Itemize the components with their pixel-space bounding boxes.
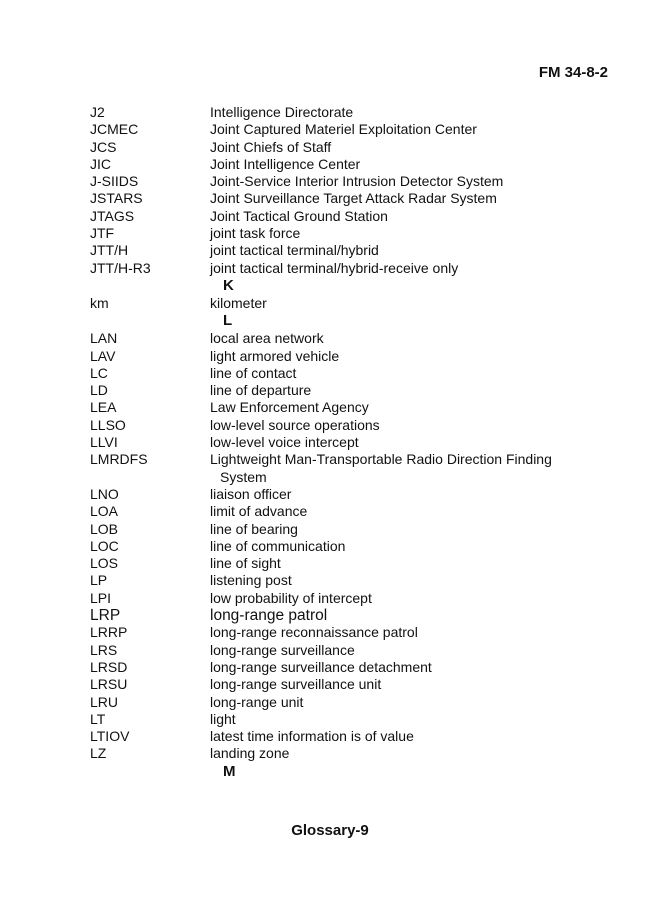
entry-abbreviation: LP	[90, 572, 108, 589]
entry-abbreviation: LLSO	[90, 416, 126, 433]
glossary-entry	[90, 451, 610, 486]
entry-abbreviation: LD	[90, 382, 108, 399]
entry-definition: long-range unit	[210, 693, 304, 710]
entry-abbreviation: LTIOV	[90, 728, 130, 745]
entry-abbreviation: J2	[90, 104, 105, 120]
entry-definition: low-level voice intercept	[210, 434, 359, 451]
glossary-entry	[90, 659, 610, 676]
section-letter-m: M	[223, 762, 236, 780]
glossary-entry	[90, 590, 610, 607]
entry-definition: light armored vehicle	[210, 347, 340, 364]
glossary-entry	[90, 711, 610, 728]
glossary-entry	[90, 728, 610, 745]
glossary-entry	[90, 607, 610, 624]
entry-definition: Joint-Service Interior Intrusion Detector System	[210, 173, 504, 190]
entry-abbreviation: JTAGS	[90, 207, 135, 224]
entry-abbreviation: LC	[90, 364, 108, 381]
glossary-entry	[90, 260, 610, 277]
glossary-entry	[90, 694, 610, 711]
entry-definition: low-level source operations	[210, 416, 380, 433]
entry-abbreviation: JTF	[90, 225, 115, 242]
glossary-entry	[90, 208, 610, 225]
entry-abbreviation: LT	[90, 710, 106, 727]
entry-abbreviation: JTT/H-R3	[90, 259, 151, 276]
entry-definition: Joint Chiefs of Staff	[210, 138, 332, 155]
entry-definition: Joint Intelligence Center	[210, 155, 361, 172]
entry-abbreviation: LZ	[90, 745, 107, 762]
entry-definition: long-range reconnaissance patrol	[210, 624, 418, 641]
entry-abbreviation: LAN	[90, 330, 118, 347]
entry-abbreviation: LRP	[90, 607, 121, 625]
glossary-entry	[90, 399, 610, 416]
entry-abbreviation: LPI	[90, 589, 112, 606]
glossary-entry	[90, 572, 610, 589]
entry-definition: line of sight	[210, 555, 281, 572]
entry-abbreviation: km	[90, 294, 109, 311]
glossary-entry	[90, 486, 610, 503]
section-letter-l: L	[223, 312, 233, 330]
entry-abbreviation: LOS	[90, 555, 119, 572]
entry-abbreviation: LMRDFS	[90, 451, 148, 468]
entry-definition	[210, 451, 610, 486]
glossary-entry	[90, 242, 610, 259]
entry-abbreviation: LNO	[90, 485, 119, 502]
glossary-entry	[90, 745, 610, 762]
glossary-entry	[90, 190, 610, 207]
entry-definition: low probability of intercept	[210, 589, 372, 606]
entry-definition: limit of advance	[210, 503, 308, 520]
entry-definition-line1: Lightweight Man-Transportable Radio Direction Finding	[210, 451, 552, 468]
entry-definition: line of bearing	[210, 520, 298, 537]
glossary-list	[90, 104, 610, 781]
glossary-entry	[90, 642, 610, 659]
glossary-entry	[90, 555, 610, 572]
entry-definition-line2: System	[220, 468, 267, 485]
entry-abbreviation: LLVI	[90, 434, 118, 451]
entry-definition: light	[210, 710, 236, 727]
entry-definition: long-range surveillance unit	[210, 676, 382, 693]
entry-definition: local area network	[210, 330, 324, 347]
entry-abbreviation: LRSU	[90, 676, 128, 693]
glossary-entry	[90, 521, 610, 538]
glossary-entry	[90, 139, 610, 156]
entry-definition: line of contact	[210, 364, 297, 381]
glossary-entry	[90, 434, 610, 451]
entry-abbreviation: JSTARS	[90, 190, 143, 207]
section-letter-k: K	[223, 276, 234, 294]
entry-definition: Joint Surveillance Target Attack Radar System	[210, 190, 497, 207]
glossary-entry	[90, 538, 610, 555]
entry-definition: latest time information is of value	[210, 728, 414, 745]
entry-definition: joint tactical terminal/hybrid-receive only	[210, 259, 459, 276]
entry-abbreviation: LRU	[90, 693, 119, 710]
glossary-entry	[90, 348, 610, 365]
entry-definition: Joint Captured Materiel Exploitation Center	[210, 121, 477, 138]
entry-abbreviation: JCS	[90, 138, 117, 155]
glossary-entry	[90, 624, 610, 641]
entry-definition: long-range surveillance detachment	[210, 658, 432, 675]
entry-definition: line of communication	[210, 537, 346, 554]
glossary-entry	[90, 417, 610, 434]
entry-abbreviation: LRRP	[90, 624, 128, 641]
glossary-entry	[90, 295, 610, 312]
entry-abbreviation: LOB	[90, 520, 119, 537]
entry-definition: landing zone	[210, 745, 290, 762]
entry-abbreviation: LRS	[90, 641, 118, 658]
glossary-entry	[90, 503, 610, 520]
entry-abbreviation: LOC	[90, 537, 119, 554]
glossary-entry	[90, 156, 610, 173]
entry-definition: line of departure	[210, 382, 312, 399]
entry-abbreviation: J-SIIDS	[90, 173, 139, 190]
entry-definition: joint tactical terminal/hybrid	[210, 242, 379, 259]
entry-definition: Intelligence Directorate	[210, 104, 354, 120]
glossary-entry	[90, 382, 610, 399]
entry-abbreviation: LEA	[90, 399, 117, 416]
glossary-entry	[90, 365, 610, 382]
entry-abbreviation: JCMEC	[90, 121, 139, 138]
entry-definition: listening post	[210, 572, 292, 589]
entry-definition: Law Enforcement Agency	[210, 399, 369, 416]
glossary-entry	[90, 173, 610, 190]
glossary-entry	[90, 225, 610, 242]
entry-definition: joint task force	[210, 225, 301, 242]
entry-definition: liaison officer	[210, 485, 292, 502]
entry-definition: long-range patrol	[210, 607, 328, 625]
page-number: Glossary-9	[291, 822, 369, 839]
entry-abbreviation: LOA	[90, 503, 119, 520]
glossary-entry	[90, 676, 610, 693]
glossary-entry	[90, 104, 610, 121]
glossary-entry	[90, 121, 610, 138]
entry-abbreviation: JIC	[90, 155, 111, 172]
entry-definition: Joint Tactical Ground Station	[210, 207, 388, 224]
glossary-entry	[90, 330, 610, 347]
document-id: FM 34-8-2	[538, 64, 608, 81]
entry-abbreviation: JTT/H	[90, 242, 129, 259]
entry-abbreviation: LAV	[90, 347, 116, 364]
entry-definition: kilometer	[210, 294, 267, 311]
entry-abbreviation: LRSD	[90, 658, 128, 675]
entry-definition: long-range surveillance	[210, 641, 355, 658]
